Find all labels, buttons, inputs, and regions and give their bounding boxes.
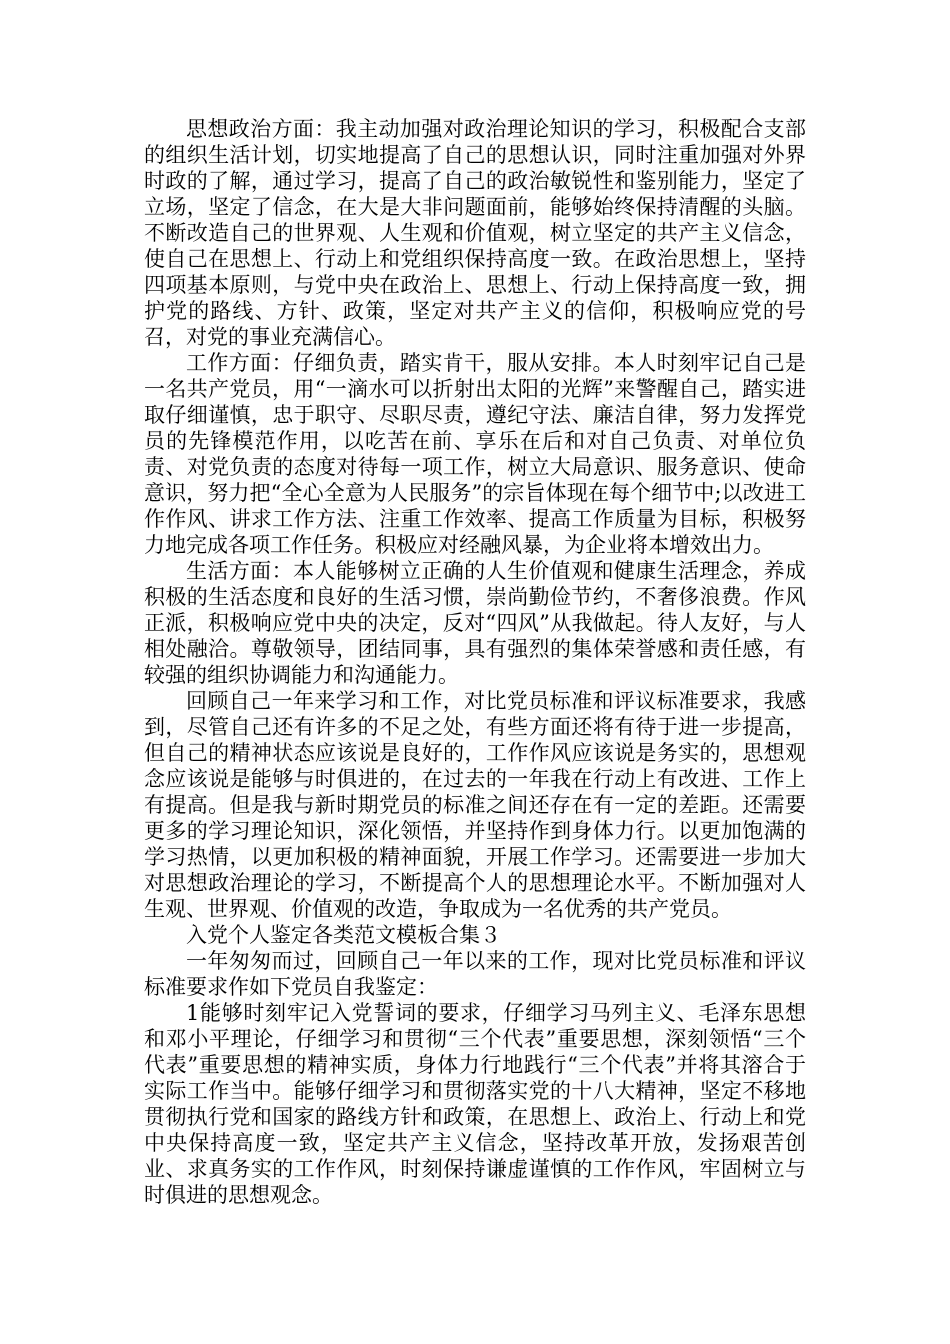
- paragraph-intro: 一年匆匆而过，回顾自己一年以来的工作，现对比党员标准和评议标准要求作如下党员自我鉴定：: [144, 949, 806, 999]
- section-heading: 入党个人鉴定各类范文模板合集３: [186, 923, 501, 947]
- paragraph-life: 生活方面：本人能够树立正确的人生价值观和健康生活理念，养成积极的生活态度和良好的生活习惯，崇尚勤俭节约，不奢侈浪费。作风正派，积极响应党中央的决定，反对“四风”从我做起。待人友好，与人相处融洽。尊敬领导，团结同事，具有强烈的集体荣誉感和责任感，有较强的组织协调能力和沟通能力。: [144, 559, 806, 687]
- paragraph-item-1: 1能够时刻牢记入党誓词的要求，仔细学习马列主义、毛泽东思想和邓小平理论，仔细学习和贯彻“三个代表”重要思想，深刻领悟“三个代表”重要思想的精神实质，身体力行地践行“三个代表”并将其溶合于实际工作当中。能够仔细学习和贯彻落实党的十八大精神，坚定不移地贯彻执行党和国家的路线方针和政策，在思想上、政治上、行动上和党中央保持高度一致，坚定共产主义信念，坚持改革开放，发扬艰苦创业、求真务实的工作作风，时刻保持谦虚谨慎的工作作风，牢固树立与时俱进的思想观念。: [144, 1001, 806, 1207]
- paragraph-review: 回顾自己一年来学习和工作，对比党员标准和评议标准要求，我感到，尽管自己还有许多的不足之处，有些方面还将有待于进一步提高，但自己的精神状态应该说是良好的，工作作风应该说是务实的，思想观念应该说是能够与时俱进的，在过去的一年我在行动上有改进、工作上有提高。但是我与新时期党员的标准之间还存在有一定的差距。还需要更多的学习理论知识，深化领悟，并坚持作到身体力行。以更加饱满的学习热情，以更加积极的精神面貌，开展工作学习。还需要进一步加大对思想政治理论的学习，不断提高个人的思想理论水平。不断加强对人生观、世界观、价值观的改造，争取成为一名优秀的共产党员。: [144, 689, 806, 921]
- paragraph-political-thought: 思想政治方面：我主动加强对政治理论知识的学习，积极配合支部的组织生活计划，切实地提高了自己的思想认识，同时注重加强对外界时政的了解，通过学习，提高了自己的政治敏锐性和鉴别能力，坚定了立场，坚定了信念，在大是大非问题面前，能够始终保持清醒的头脑。不断改造自己的世界观、人生观和价值观，树立坚定的共产主义信念，使自己在思想上、行动上和党组织保持高度一致。在政治思想上，坚持四项基本原则，与党中央在政治上、思想上、行动上保持高度一致，拥护党的路线、方针、政策，坚定对共产主义的信仰，积极响应党的号召，对党的事业充满信心。: [144, 117, 806, 349]
- document-body: [144, 116, 806, 1208]
- paragraph-work: 工作方面：仔细负责，踏实肯干，服从安排。本人时刻牢记自己是一名共产党员，用“一滴水可以折射出太阳的光辉”来警醒自己，踏实进取仔细谨慎，忠于职守、尽职尽责，遵纪守法、廉洁自律，努力发挥党员的先锋模范作用，以吃苦在前、享乐在后和对自己负责、对单位负责、对党负责的态度对待每一项工作，树立大局意识、服务意识、使命意识，努力把“全心全意为人民服务”的宗旨体现在每个细节中;以改进工作作风、讲求工作方法、注重工作效率、提高工作质量为目标，积极努力地完成各项工作任务。积极应对经融风暴，为企业将本增效出力。: [144, 351, 806, 557]
